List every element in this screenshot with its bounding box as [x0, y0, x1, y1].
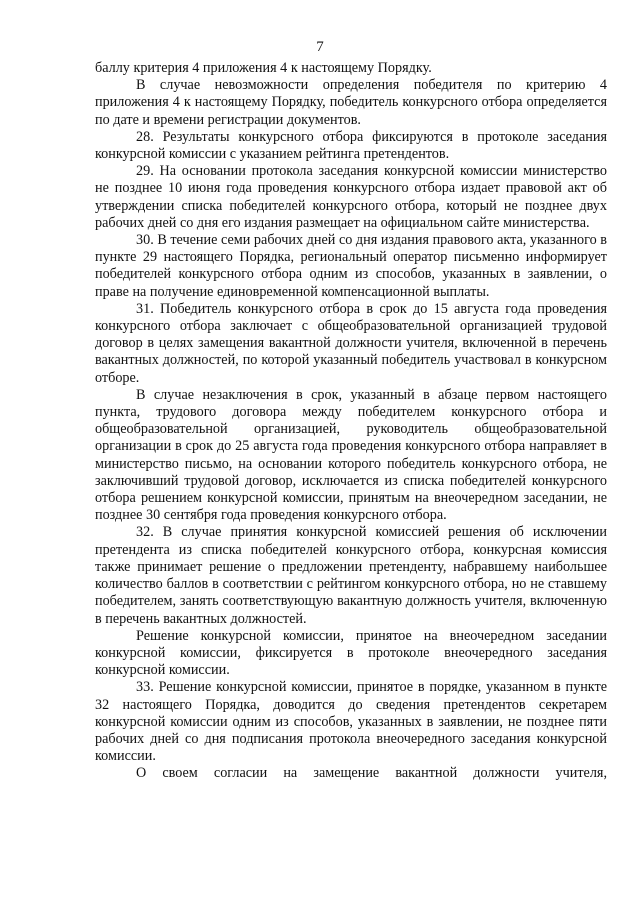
paragraph-item-32-decision: Решение конкурсной комиссии, принятое на внеочередном заседании конкурсной комиссии, фиксируется в протоколе внеочередного заседания конкурсной комиссии.	[95, 627, 607, 679]
paragraph-item-33: 33. Решение конкурсной комиссии, принятое в порядке, указанном в пункте 32 настоящего Порядка, доводится до сведения претендентов секретарем конкурсной комиссии одним из способов, указанных в заявлении, не позднее пяти рабочих дней со дня подписания протокола внеочередного заседания конкурсной комиссии.	[95, 679, 607, 765]
paragraph-item-30: 30. В течение семи рабочих дней со дня издания правового акта, указанного в пункте 29 настоящего Порядка, региональный оператор письменно информирует победителей конкурсного отбора одним из способов, указанных в заявлении, о праве на получение единовременной компенсационной выплаты.	[95, 232, 607, 300]
document-body	[95, 60, 607, 783]
paragraph-consent: О своем согласии на замещение вакантной должности учителя,	[136, 765, 607, 782]
paragraph-item-32: 32. В случае принятия конкурсной комиссией решения об исключении претендента из списка победителей конкурсного отбора, конкурсная комиссия также принимает решение о предложении претенденту, набравшему наибольшее количество баллов в соответствии с рейтингом конкурсного отбора, но не ставшему победителем, занять соответствующую вакантную должность учителя, включенную в перечень вакантных должностей.	[95, 524, 607, 627]
page-number: 7	[316, 39, 324, 55]
paragraph-item-31: 31. Победитель конкурсного отбора в срок до 15 августа года проведения конкурсного отбора заключает с общеобразовательной организацией трудовой договор в целях замещения вакантной должности учителя, включенной в перечень вакантных должностей, по которой указанный победитель участвовал в конкурсном отборе.	[95, 300, 607, 386]
paragraph-item-28: 28. Результаты конкурсного отбора фиксируются в протоколе заседания конкурсной комиссии с указанием рейтинга претендентов.	[95, 128, 607, 163]
paragraph-item-29: 29. На основании протокола заседания конкурсной комиссии министерство не позднее 10 июня года проведения конкурсного отбора издает правовой акт об утверждении списка победителей конкурсного отбора, который не позднее двух рабочих дней со дня его издания размещает на официальном сайте министерства.	[95, 163, 607, 231]
paragraph-tie-break: В случае невозможности определения победителя по критерию 4 приложения 4 к настоящему Порядку, победитель конкурсного отбора определяется по дате и времени регистрации документов.	[95, 77, 607, 128]
paragraph-item-31-non-conclusion: В случае незаключения в срок, указанный в абзаце первом настоящего пункта, трудового договора между победителем конкурсного отбора и общеобразовательной организацией, руководитель общеобразовательной организации в срок до 25 августа года проведения конкурсного отбора направляет в министерство письмо, на основании которого победитель конкурсного отбора, не заключивший трудовой договор, исключается из списка победителей конкурсного отбора решением конкурсной комиссии, принятым на внеочередном заседании, не позднее 30 сентября года проведения конкурсного отбора.	[95, 386, 607, 524]
paragraph-continuation: баллу критерия 4 приложения 4 к настоящему Порядку.	[95, 60, 432, 76]
